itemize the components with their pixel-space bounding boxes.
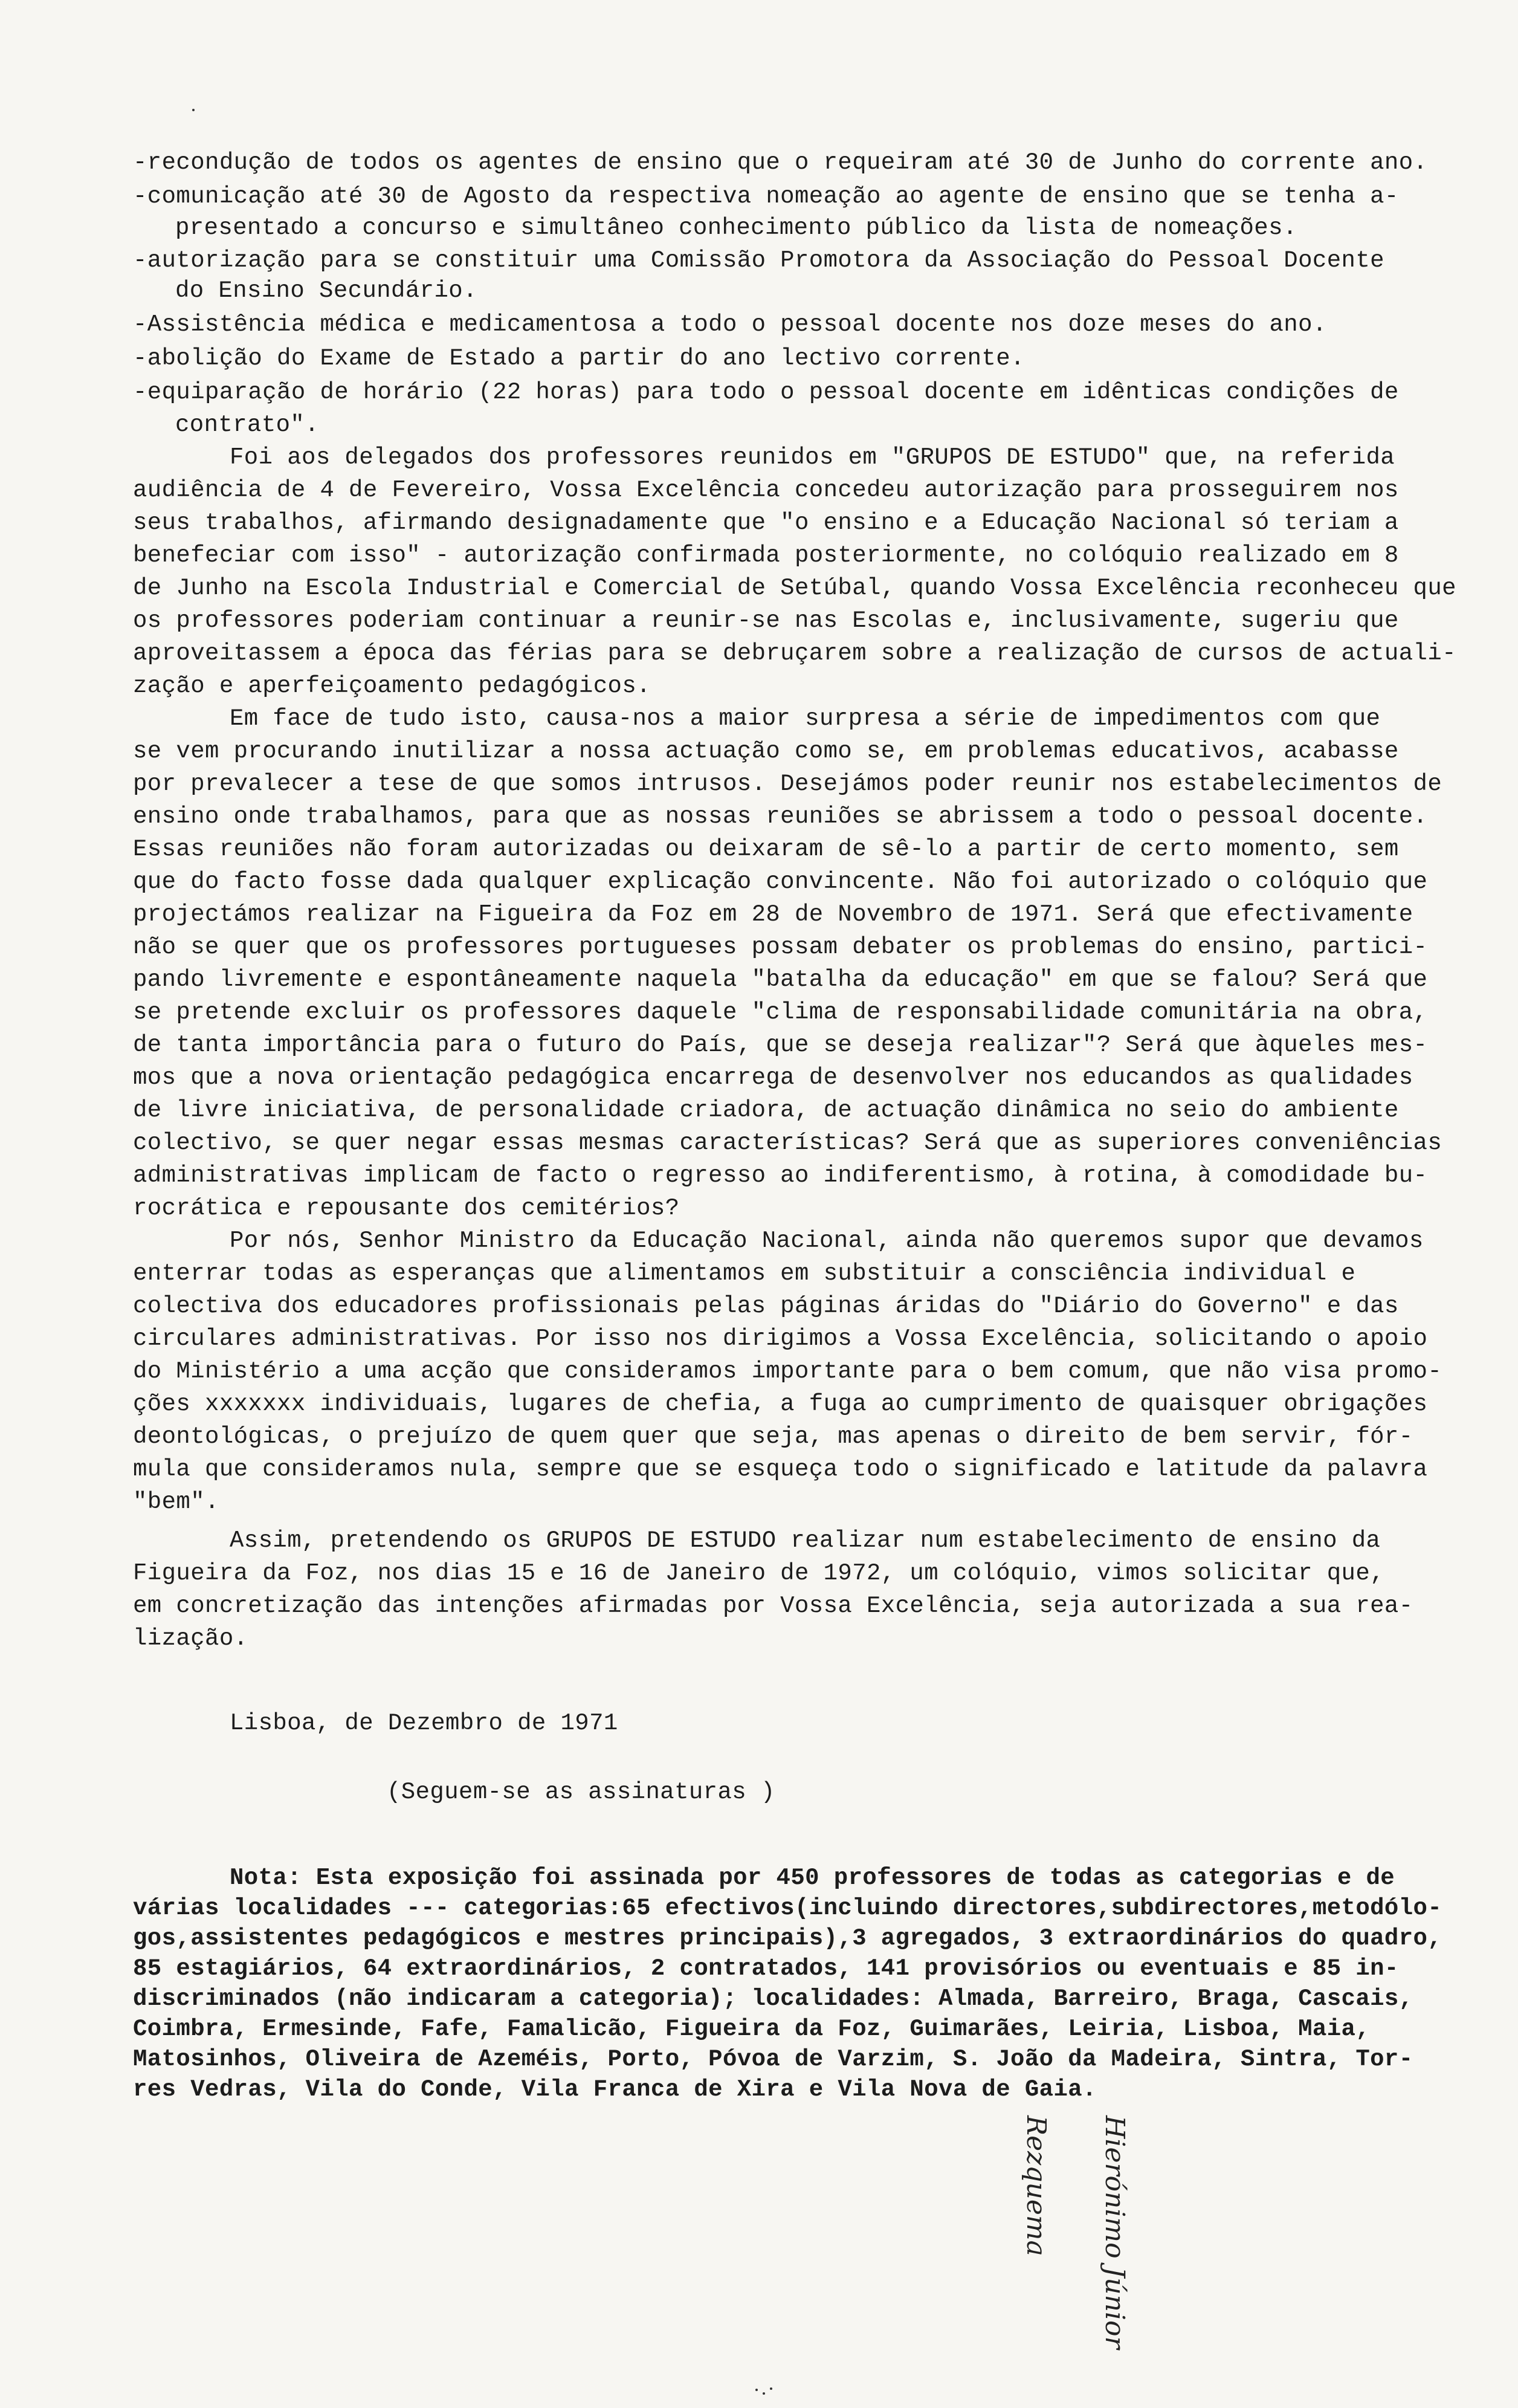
nota-line: discriminados (não indicaram a categoria); localidades: Almada, Barreiro, Braga, Cascais,: [133, 1986, 1413, 2012]
place-date: Lisboa, de Dezembro de 1971: [230, 1710, 618, 1736]
paragraph-line: aproveitassem a época das férias para se debruçarem sobre a realização de cursos de actuali-: [133, 640, 1456, 667]
nota-line: gos,assistentes pedagógicos e mestres principais),3 agregados, 3 extraordinários do quadro,: [133, 1925, 1442, 1952]
demand-line: do Ensino Secundário.: [175, 277, 477, 304]
paragraph-line: colectivo, se quer negar essas mesmas características? Será que as superiores conveniências: [133, 1130, 1442, 1156]
paragraph-line: colectiva dos educadores profissionais pelas páginas áridas do "Diário do Governo" e das: [133, 1293, 1399, 1319]
paragraph-line: projectámos realizar na Figueira da Foz em 28 de Novembro de 1971. Será que efectivamente: [133, 901, 1413, 928]
paragraph-line: de Junho na Escola Industrial e Comercial de Setúbal, quando Vossa Excelência reconheceu que: [133, 575, 1456, 601]
paragraph-line: circulares administrativas. Por isso nos dirigimos a Vossa Excelência, solicitando o apoio: [133, 1325, 1428, 1352]
paragraph-line: em concretização das intenções afirmadas por Vossa Excelência, seja autorizada a sua rea-: [133, 1593, 1413, 1619]
paragraph-line: "bem".: [133, 1489, 219, 1515]
paragraph-line: do Ministério a uma acção que consideramos importante para o bem comum, que não visa promo-: [133, 1358, 1442, 1385]
paragraph-line: pando livremente e espontâneamente naquela "batalha da educação" em que se falou? Será que: [133, 966, 1428, 993]
nota-line: res Vedras, Vila do Conde, Vila Franca de Xira e Vila Nova de Gaia.: [133, 2076, 1097, 2103]
paragraph-line: rocrática e repousante dos cemitérios?: [133, 1195, 680, 1222]
nota-line: várias localidades --- categorias:65 efectivos(incluindo directores,subdirectores,metodólo-: [133, 1895, 1442, 1921]
paragraph-line: deontológicas, o prejuízo de quem quer que seja, mas apenas o direito de bem servir, fór-: [133, 1423, 1413, 1450]
paragraph-line: que do facto fosse dada qualquer explicação convincente. Não foi autorizado o colóquio que: [133, 869, 1428, 895]
demand-line: -equiparação de horário (22 horas) para todo o pessoal docente em idênticas condições de: [133, 379, 1399, 406]
paragraph-line: zação e aperfeiçoamento pedagógicos.: [133, 673, 651, 699]
handwritten-signature: Rezquema: [1021, 2115, 1051, 2256]
nota-line: Coimbra, Ermesinde, Fafe, Famalicão, Figueira da Foz, Guimarães, Leiria, Lisboa, Maia,: [133, 2016, 1371, 2042]
paragraph-line: se vem procurando inutilizar a nossa actuação como se, em problemas educativos, acabasse: [133, 738, 1399, 765]
paragraph-line: enterrar todas as esperanças que alimentamos em substituir a consciência individual e: [133, 1260, 1356, 1287]
paragraph-line: Foi aos delegados dos professores reunidos em "GRUPOS DE ESTUDO" que, na referida: [230, 444, 1395, 471]
paragraph-line: se pretende excluir os professores daquele "clima de responsabilidade comunitária na obra,: [133, 999, 1428, 1026]
paragraph-line: administrativas implicam de facto o regresso ao indiferentismo, à rotina, à comodidade bu-: [133, 1162, 1428, 1189]
paragraph-line: benefeciar com isso" - autorização confirmada posteriormente, no colóquio realizado em 8: [133, 542, 1399, 569]
scan-speck: [763, 2392, 765, 2395]
paragraph-line: de livre iniciativa, de personalidade criadora, de actuação dinâmica no seio do ambiente: [133, 1097, 1399, 1124]
nota-line: Matosinhos, Oliveira de Azeméis, Porto, Póvoa de Varzim, S. João da Madeira, Sintra, Tor-: [133, 2046, 1413, 2073]
demand-line: -recondução de todos os agentes de ensino que o requeiram até 30 de Junho do corrente ano.: [133, 149, 1428, 176]
demand-line: -comunicação até 30 de Agosto da respectiva nomeação ao agente de ensino que se tenha a-: [133, 183, 1399, 210]
paragraph-line: mos que a nova orientação pedagógica encarrega de desenvolver nos educandos as qualidades: [133, 1064, 1413, 1091]
paragraph-line: Figueira da Foz, nos dias 15 e 16 de Janeiro de 1972, um colóquio, vimos solicitar que,: [133, 1560, 1384, 1587]
signatures-note: (Seguem-se as assinaturas ): [387, 1779, 775, 1805]
scan-speck: [755, 2389, 758, 2391]
nota-line: Nota: Esta exposição foi assinada por 450 professores de todas as categorias e de: [230, 1865, 1395, 1891]
paragraph-line: não se quer que os professores portugueses possam debater os problemas do ensino, partici-: [133, 934, 1428, 960]
paragraph-line: lização.: [133, 1625, 248, 1652]
paragraph-line: Essas reuniões não foram autorizadas ou deixaram de sê-lo a partir de certo momento, sem: [133, 836, 1399, 863]
paragraph-line: Assim, pretendendo os GRUPOS DE ESTUDO realizar num estabelecimento de ensino da: [230, 1527, 1381, 1554]
paragraph-line: de tanta importância para o futuro do País, que se deseja realizar"? Será que àqueles mes-: [133, 1032, 1428, 1058]
scan-speck: [770, 2387, 772, 2390]
demand-line: -autorização para se constituir uma Comissão Promotora da Associação do Pessoal Docente: [133, 247, 1384, 274]
paragraph-line: ensino onde trabalhamos, para que as nossas reuniões se abrissem a todo o pessoal docente.: [133, 803, 1428, 830]
scan-speck: [192, 109, 195, 111]
demand-line: presentado a concurso e simultâneo conhecimento público da lista de nomeações.: [175, 215, 1297, 241]
paragraph-line: mula que consideramos nula, sempre que se esqueça todo o significado e latitude da palavra: [133, 1456, 1428, 1483]
demand-line: -Assistência médica e medicamentosa a todo o pessoal docente nos doze meses do ano.: [133, 311, 1327, 338]
demand-line: contrato".: [175, 412, 320, 438]
paragraph-line: os professores poderiam continuar a reunir-se nas Escolas e, inclusivamente, sugeriu que: [133, 607, 1399, 634]
paragraph-line: Por nós, Senhor Ministro da Educação Nacional, ainda não queremos supor que devamos: [230, 1228, 1424, 1254]
paragraph-line: audiência de 4 de Fevereiro, Vossa Excelência concedeu autorização para prosseguirem nos: [133, 477, 1399, 503]
nota-line: 85 estagiários, 64 extraordinários, 2 contratados, 141 provisórios ou eventuais e 85 in-: [133, 1955, 1399, 1982]
demand-line: -abolição do Exame de Estado a partir do ano lectivo corrente.: [133, 345, 1025, 372]
paragraph-line: por prevalecer a tese de que somos intrusos. Desejámos poder reunir nos estabelecimentos de: [133, 771, 1442, 797]
paragraph-line: Em face de tudo isto, causa-nos a maior surpresa a série de impedimentos com que: [230, 705, 1381, 732]
paragraph-line: seus trabalhos, afirmando designadamente que "o ensino e a Educação Nacional só teriam a: [133, 510, 1399, 536]
paragraph-line: ções xxxxxxx individuais, lugares de chefia, a fuga ao cumprimento de quaisquer obrigações: [133, 1391, 1428, 1417]
handwritten-signature: Hierónimo Júnior: [1099, 2115, 1130, 2349]
